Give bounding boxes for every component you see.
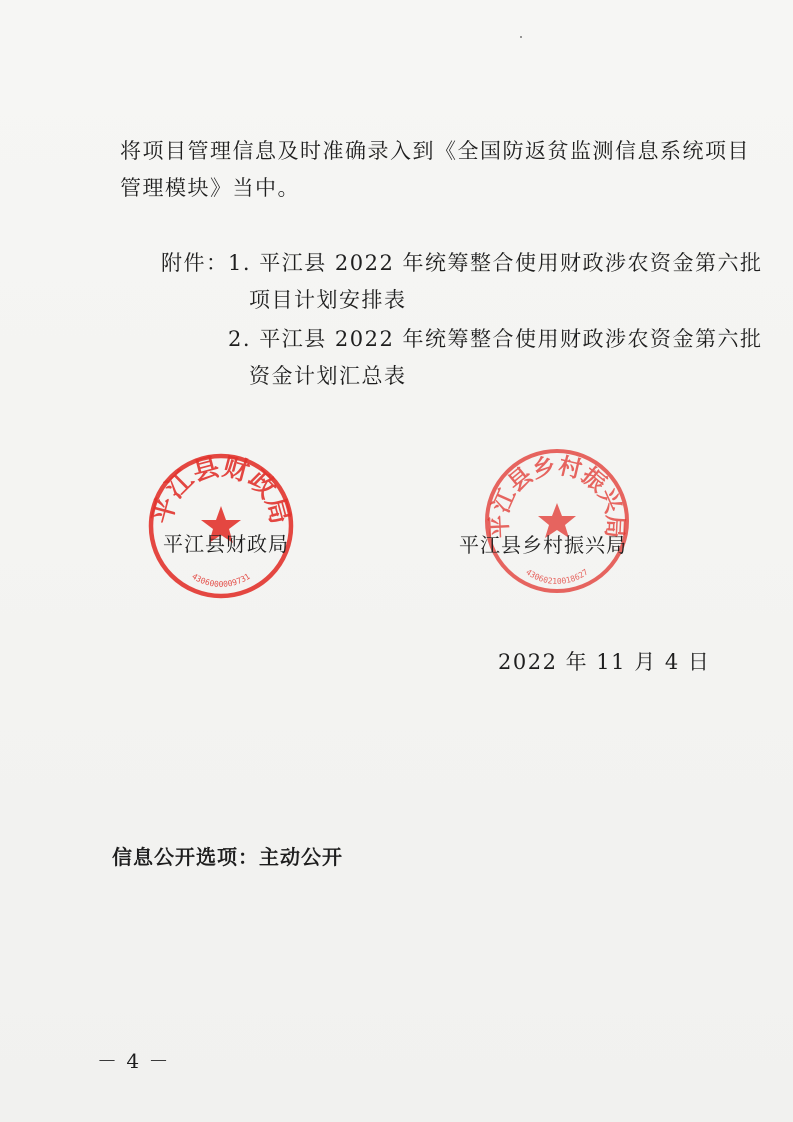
svg-text:平江县乡村振兴局: 平江县乡村振兴局 xyxy=(486,453,628,539)
scan-dot xyxy=(520,36,522,38)
attachment-2-line-2: 资金计划汇总表 xyxy=(249,364,407,388)
body-line-2: 管理模块》当中。 xyxy=(120,176,300,200)
svg-text:43060210018627: 43060210018627 xyxy=(524,567,590,586)
document-date: 2022 年 11 月 4 日 xyxy=(498,650,711,674)
attachment-label: 附件： xyxy=(161,251,229,275)
page-number: － 4 － xyxy=(97,1049,170,1073)
signatory-rural-revitalization-bureau: 平江县乡村振兴局 xyxy=(459,533,627,557)
disclosure-option: 信息公开选项：主动公开 xyxy=(112,845,343,869)
attachment-2-line-1: 2. 平江县 2022 年统筹整合使用财政涉农资金第六批 xyxy=(228,327,763,351)
svg-text:平江县财政局: 平江县财政局 xyxy=(147,452,295,528)
finance-bureau-seal xyxy=(146,451,296,601)
attachment-1-line-1: 1. 平江县 2022 年统筹整合使用财政涉农资金第六批 xyxy=(228,251,763,275)
attachment-1-line-2: 项目计划安排表 xyxy=(249,288,407,312)
rural-revitalization-seal xyxy=(482,446,632,596)
body-line-1: 将项目管理信息及时准确录入到《全国防返贫监测信息系统项目 xyxy=(120,139,750,163)
svg-text:4306000009731: 4306000009731 xyxy=(190,571,252,589)
signatory-finance-bureau: 平江县财政局 xyxy=(163,532,289,556)
